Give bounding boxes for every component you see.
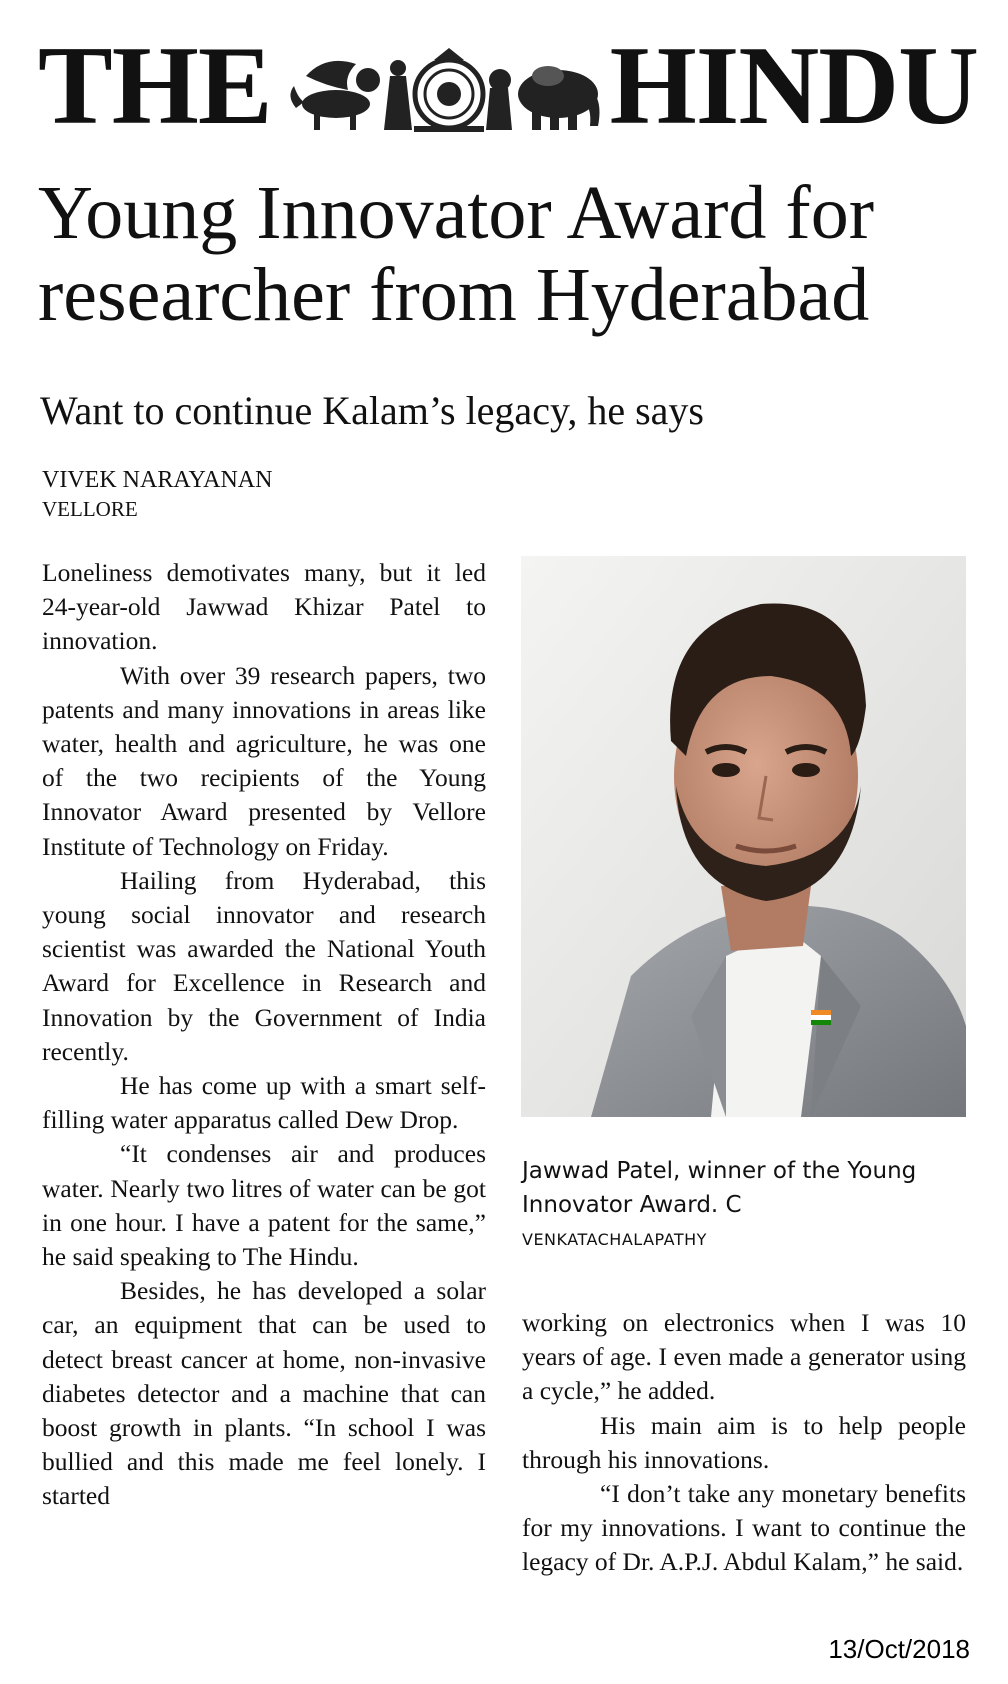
paragraph: With over 39 research papers, two patents and many innovations in areas like water, health and agriculture, he was one of the two recipients of the Young Innovator Award presented by Vellore Institute of Technology on Friday.: [42, 660, 486, 861]
article-column-1: [42, 556, 486, 1514]
portrait-illustration: [521, 556, 966, 1117]
portrait-photo: [521, 556, 966, 1117]
paragraph: “I don’t take any monetary benefits for my innovations. I want to continue the legacy of Dr. A.P.J. Abdul Kalam,” he said.: [522, 1479, 966, 1577]
subheadline: Want to continue Kalam’s legacy, he says: [40, 388, 704, 433]
paragraph: Besides, he has developed a solar car, an equipment that can be used to detect breast cancer at home, non-invasive diabetes detector and a machine that can boost growth in plants. “In school I was bullied and this made me feel lonely. I started: [42, 1276, 486, 1511]
paragraph: working on electronics when I was 10 years of age. I even made a generator using a cycle,” he added.: [522, 1308, 966, 1406]
headline: Young Innovator Award for researcher from Hyderabad: [38, 171, 874, 337]
photo-caption: Jawwad Patel, winner of the Young Innovator Award. C: [522, 1158, 917, 1218]
masthead-the: THE: [38, 24, 272, 148]
article-column-2: [522, 1306, 966, 1580]
paragraph: He has come up with a smart self-filling water apparatus called Dew Drop.: [42, 1071, 486, 1135]
masthead: [38, 24, 978, 148]
byline: VIVEK NARAYANAN: [42, 467, 273, 493]
paragraph: Hailing from Hyderabad, this young social innovator and research scientist was awarded the National Youth Award for Excellence in Research and Innovation by the Government of India recently.: [42, 865, 486, 1066]
dateline: VELLORE: [42, 497, 138, 521]
paragraph: “It condenses air and produces water. Nearly two litres of water can be got in one hour. I have a patent for the same,” he said speaking to The Hindu.: [42, 1139, 486, 1272]
india-flag-pin-icon: [811, 1010, 831, 1025]
paragraph: Loneliness demotivates many, but it led 24-year-old Jawwad Khizar Patel to innovation.: [42, 558, 486, 656]
date-stamp: 13/Oct/2018: [828, 1634, 970, 1664]
the-hindu-emblem-icon: [286, 46, 612, 136]
masthead-hindu: HINDU: [609, 24, 978, 148]
photo-credit: VENKATACHALAPATHY: [522, 1230, 707, 1249]
paragraph: His main aim is to help people through his innovations.: [522, 1410, 966, 1474]
